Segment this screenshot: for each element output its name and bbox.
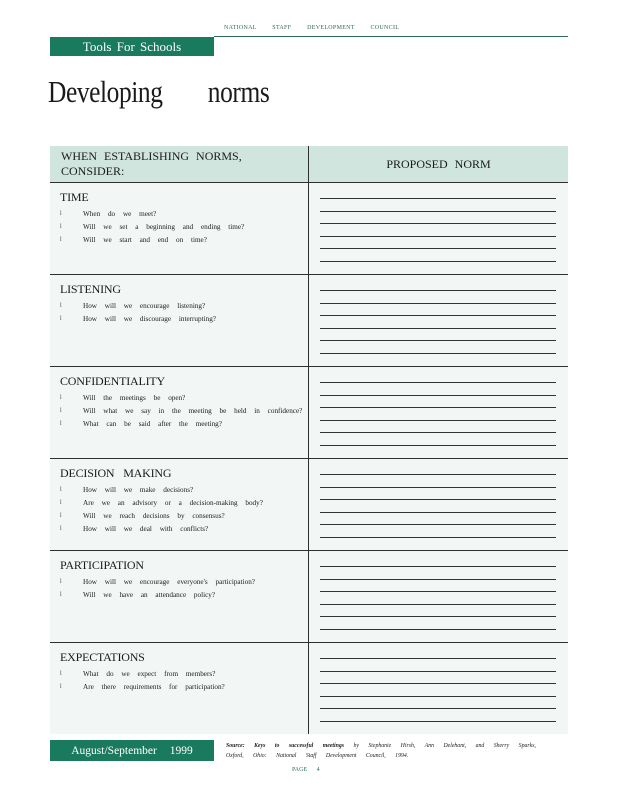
section-title: EXPECTATIONS xyxy=(60,650,145,664)
writing-line[interactable] xyxy=(320,248,556,249)
source-title: Keys to successful meetings xyxy=(254,743,344,749)
list-item xyxy=(60,668,308,681)
writing-line[interactable] xyxy=(320,340,556,341)
writing-line[interactable] xyxy=(320,432,556,433)
list-item xyxy=(60,221,308,234)
consideration-question: Will we start and end on time? xyxy=(83,236,207,244)
consideration-question: How will we encourage listening? xyxy=(83,302,206,310)
norm-section-decision-making xyxy=(50,466,308,536)
writing-line[interactable] xyxy=(320,683,556,684)
bullet-marker: l xyxy=(60,224,62,230)
proposed-norm-writing-lines[interactable] xyxy=(320,566,556,641)
page-number: PAGE 4 xyxy=(292,767,320,773)
writing-line[interactable] xyxy=(320,407,556,408)
list-item xyxy=(60,208,308,221)
writing-line[interactable] xyxy=(320,474,556,475)
consideration-question: What can be said after the meeting? xyxy=(83,420,222,428)
consideration-question: Are there requirements for participation? xyxy=(83,683,225,691)
writing-line[interactable] xyxy=(320,658,556,659)
writing-line[interactable] xyxy=(320,629,556,630)
writing-line[interactable] xyxy=(320,353,556,354)
bullet-marker: l xyxy=(60,579,62,585)
writing-line[interactable] xyxy=(320,395,556,396)
consideration-question: Will we set a beginning and ending time? xyxy=(83,223,245,231)
proposed-norm-writing-lines[interactable] xyxy=(320,474,556,549)
row-divider xyxy=(50,642,568,643)
writing-line[interactable] xyxy=(320,303,556,304)
list-item xyxy=(60,313,308,326)
section-title: TIME xyxy=(60,190,89,204)
bullet-marker: l xyxy=(60,500,62,506)
writing-line[interactable] xyxy=(320,696,556,697)
bullet-marker: l xyxy=(60,513,62,519)
writing-line[interactable] xyxy=(320,604,556,605)
consideration-question: Will what we say in the meeting be held in confidence? xyxy=(83,407,303,415)
list-item xyxy=(60,510,308,523)
bullet-marker: l xyxy=(60,671,62,677)
section-title: PARTICIPATION xyxy=(60,558,144,572)
bullet-marker: l xyxy=(60,211,62,217)
proposed-norm-column-header: PROPOSED NORM xyxy=(309,146,568,182)
list-item xyxy=(60,418,308,431)
bullet-marker: l xyxy=(60,303,62,309)
writing-line[interactable] xyxy=(320,261,556,262)
writing-line[interactable] xyxy=(320,198,556,199)
organization-name: NATIONAL STAFF DEVELOPMENT COUNCIL xyxy=(224,25,400,31)
writing-line[interactable] xyxy=(320,524,556,525)
bullet-marker: l xyxy=(60,526,62,532)
list-item xyxy=(60,497,308,510)
source-citation xyxy=(226,741,562,761)
header-rule xyxy=(214,36,568,37)
writing-line[interactable] xyxy=(320,616,556,617)
series-banner: Tools For Schools xyxy=(50,37,214,56)
list-item xyxy=(60,523,308,536)
row-divider xyxy=(50,274,568,275)
writing-line[interactable] xyxy=(320,537,556,538)
writing-line[interactable] xyxy=(320,721,556,722)
writing-line[interactable] xyxy=(320,708,556,709)
norms-worksheet-table xyxy=(50,146,568,734)
writing-line[interactable] xyxy=(320,382,556,383)
section-title: LISTENING xyxy=(60,282,121,296)
writing-line[interactable] xyxy=(320,445,556,446)
row-divider xyxy=(50,182,568,183)
proposed-norm-writing-lines[interactable] xyxy=(320,198,556,273)
bullet-marker: l xyxy=(60,421,62,427)
norm-section-time xyxy=(50,190,308,247)
section-title: CONFIDENTIALITY xyxy=(60,374,165,388)
list-item xyxy=(60,576,308,589)
bullet-marker: l xyxy=(60,684,62,690)
row-divider xyxy=(50,550,568,551)
writing-line[interactable] xyxy=(320,328,556,329)
writing-line[interactable] xyxy=(320,579,556,580)
bullet-marker: l xyxy=(60,592,62,598)
page-title: Developing norms xyxy=(48,74,270,109)
writing-line[interactable] xyxy=(320,211,556,212)
writing-line[interactable] xyxy=(320,487,556,488)
writing-line[interactable] xyxy=(320,290,556,291)
consideration-question: What do we expect from members? xyxy=(83,670,216,678)
issue-date-banner: August/September 1999 xyxy=(50,740,214,761)
consideration-question: Will we have an attendance policy? xyxy=(83,591,216,599)
row-divider xyxy=(50,458,568,459)
writing-line[interactable] xyxy=(320,420,556,421)
list-item xyxy=(60,681,308,694)
proposed-norm-writing-lines[interactable] xyxy=(320,382,556,457)
list-item xyxy=(60,392,308,405)
writing-line[interactable] xyxy=(320,223,556,224)
list-item xyxy=(60,234,308,247)
source-label: Source: xyxy=(226,743,245,749)
bullet-marker: l xyxy=(60,395,62,401)
bullet-marker: l xyxy=(60,487,62,493)
writing-line[interactable] xyxy=(320,671,556,672)
consideration-question: How will we deal with conflicts? xyxy=(83,525,209,533)
section-title: DECISION MAKING xyxy=(60,466,172,480)
writing-line[interactable] xyxy=(320,512,556,513)
list-item xyxy=(60,405,308,418)
list-item xyxy=(60,484,308,497)
norm-section-listening xyxy=(50,282,308,326)
norm-section-participation xyxy=(50,558,308,602)
row-divider xyxy=(50,366,568,367)
bullet-marker: l xyxy=(60,408,62,414)
writing-line[interactable] xyxy=(320,315,556,316)
consideration-question: Are we an advisory or a decision-making body? xyxy=(83,499,263,507)
consideration-question: Will we reach decisions by consensus? xyxy=(83,512,225,520)
source-details: by Stephanie Hirsh, Ann Delehant, and Sherry Sparks, Oxford, Ohio: National Staff Development Council, 1994. xyxy=(226,743,536,759)
list-item xyxy=(60,300,308,313)
writing-line[interactable] xyxy=(320,236,556,237)
consideration-question: How will we encourage everyone's participation? xyxy=(83,578,255,586)
proposed-norm-writing-lines[interactable] xyxy=(320,290,556,365)
writing-line[interactable] xyxy=(320,566,556,567)
column-divider xyxy=(308,146,309,734)
bullet-marker: l xyxy=(60,237,62,243)
writing-line[interactable] xyxy=(320,499,556,500)
norm-section-confidentiality xyxy=(50,374,308,431)
consideration-question: Will the meetings be open? xyxy=(83,394,186,402)
norm-section-expectations xyxy=(50,650,308,694)
consideration-question: When do we meet? xyxy=(83,210,157,218)
proposed-norm-writing-lines[interactable] xyxy=(320,658,556,733)
consider-column-header: WHEN ESTABLISHING NORMS, CONSIDER: xyxy=(50,146,308,182)
bullet-marker: l xyxy=(60,316,62,322)
consideration-question: How will we make decisions? xyxy=(83,486,194,494)
list-item xyxy=(60,589,308,602)
consideration-question: How will we discourage interrupting? xyxy=(83,315,216,323)
writing-line[interactable] xyxy=(320,591,556,592)
